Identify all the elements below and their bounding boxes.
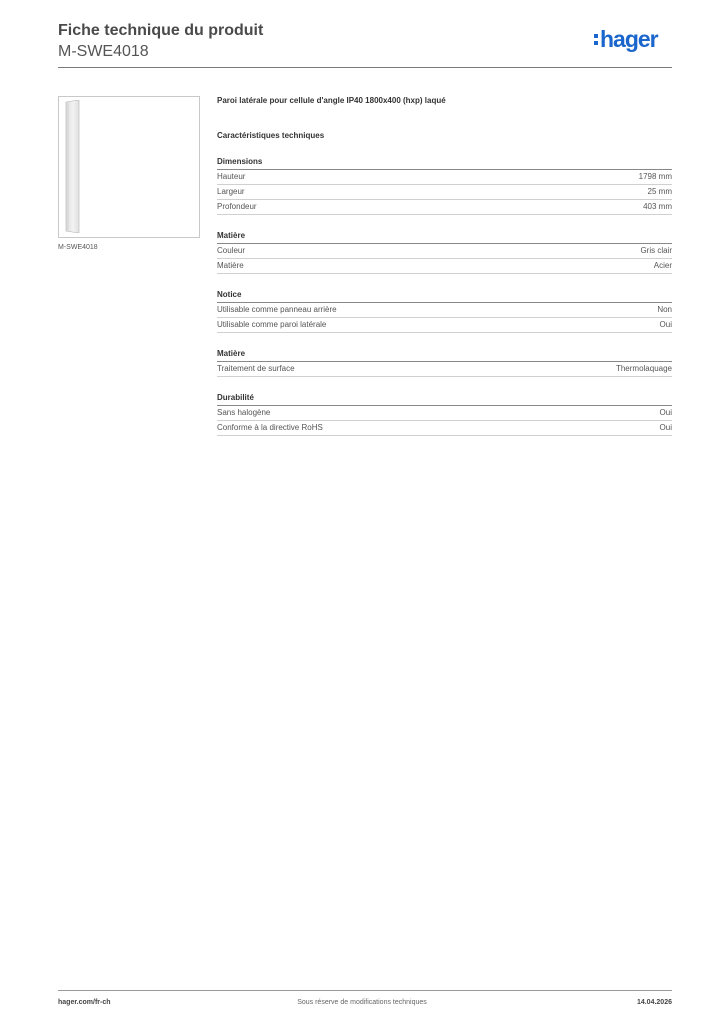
product-reference: M-SWE4018 [58, 43, 149, 60]
spec-row [217, 421, 672, 436]
spec-section-surface [217, 349, 672, 377]
hager-logo [594, 26, 658, 52]
spec-value: Oui [659, 320, 672, 329]
spec-label: Largeur [217, 187, 245, 196]
spec-section-dimensions [217, 157, 672, 215]
spec-row [217, 185, 672, 200]
spec-row [217, 318, 672, 333]
spec-row [217, 406, 672, 421]
spec-value: Gris clair [640, 246, 672, 255]
spec-value: Acier [653, 261, 672, 270]
spec-section-notice [217, 290, 672, 333]
spec-label: Conforme à la directive RoHS [217, 423, 323, 432]
spec-label: Traitement de surface [217, 364, 295, 373]
spec-row [217, 244, 672, 259]
spec-value: 1798 mm [638, 172, 672, 181]
spec-value: Oui [659, 408, 672, 417]
spec-row [217, 303, 672, 318]
image-caption: M-SWE4018 [58, 244, 98, 251]
spec-label: Couleur [217, 246, 246, 255]
spec-value: 25 mm [647, 187, 672, 196]
footer-notice: Sous réserve de modifications techniques [297, 999, 427, 1006]
section-title: Matière [217, 231, 672, 244]
footer-divider [58, 990, 672, 991]
spec-value: Oui [659, 423, 672, 432]
product-image [58, 96, 200, 238]
spec-value: 403 mm [643, 202, 672, 211]
footer-website-link[interactable]: hager.com/fr-ch [58, 999, 111, 1006]
spec-section-material [217, 231, 672, 274]
product-specifications [217, 96, 672, 436]
spec-section-durability [217, 393, 672, 436]
spec-label: Utilisable comme paroi latérale [217, 320, 327, 329]
spec-label: Matière [217, 261, 244, 270]
product-description: Paroi latérale pour cellule d'angle IP40 1800x400 (hxp) laqué [217, 96, 446, 105]
footer-date: 14.04.2026 [636, 999, 672, 1006]
spec-row [217, 170, 672, 185]
spec-value: Non [657, 305, 672, 314]
document-header [58, 22, 263, 61]
spec-row [217, 362, 672, 377]
spec-label: Sans halogène [217, 408, 271, 417]
spec-value: Thermolaquage [615, 364, 672, 373]
spec-label: Profondeur [217, 202, 257, 211]
section-title: Matière [217, 349, 672, 362]
spec-label: Hauteur [217, 172, 246, 181]
section-title: Notice [217, 290, 672, 303]
spec-row [217, 259, 672, 274]
header-divider [58, 67, 672, 68]
section-title: Durabilité [217, 393, 672, 406]
tech-characteristics-heading: Caractéristiques techniques [217, 131, 325, 140]
spec-row [217, 200, 672, 215]
logo-dots-icon [594, 34, 598, 45]
section-title: Dimensions [217, 157, 672, 170]
document-title: Fiche technique du produit [58, 22, 264, 39]
spec-label: Utilisable comme panneau arrière [217, 305, 337, 314]
side-panel-illustration [64, 100, 81, 233]
logo-text: hager [600, 26, 658, 52]
